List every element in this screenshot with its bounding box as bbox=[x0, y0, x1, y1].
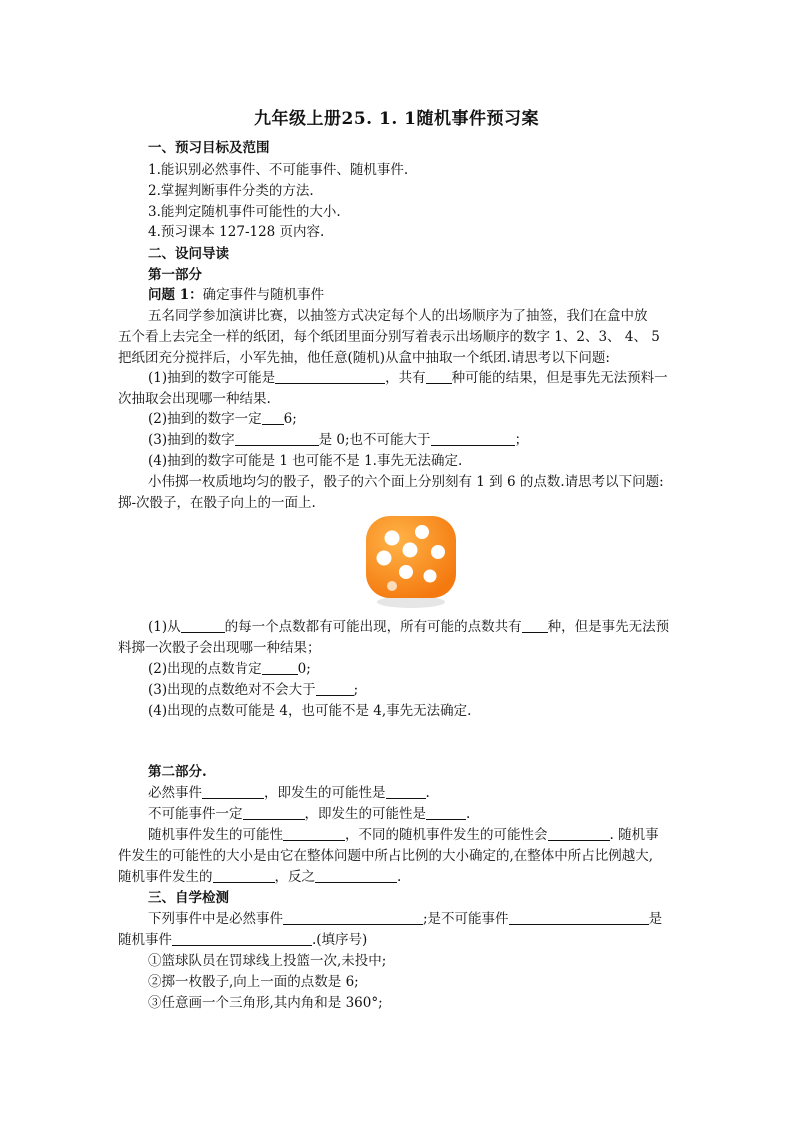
objective-2: 2.掌握判断事件分类的方法. bbox=[148, 183, 314, 199]
paragraph-line: 五个看上去完全一样的纸团，每个纸团里面分别写着表示出场顺序的数字 1、2、3、 4、 5 bbox=[118, 329, 660, 345]
sub-question-1-text: 种可能的结果，但是事先无法预料一 bbox=[451, 370, 668, 386]
dice-question-1-text: 种，但是事先无法预 bbox=[547, 619, 670, 635]
dice-question-3 bbox=[148, 680, 358, 700]
part-2-text: 随机事件发生的 bbox=[118, 869, 213, 885]
part-2-text: . 随机事 bbox=[609, 827, 659, 843]
objective-4: 4.预习课本 127-128 页内容. bbox=[148, 224, 325, 240]
part-2-text: ，即发生的可能性是 bbox=[264, 785, 386, 801]
page-title: 九年级上册25. 1. 1随机事件预习案 bbox=[254, 109, 539, 129]
part-2-text: ，反之 bbox=[274, 869, 315, 885]
section-1-heading: 一、预习目标及范围 bbox=[148, 140, 270, 156]
answer-blank[interactable] bbox=[509, 910, 649, 925]
sub-question-2-text: 6; bbox=[283, 411, 297, 427]
sub-question-4: (4)抽到的数字可能是 1 也可能不是 1.事先无法确定. bbox=[148, 453, 463, 469]
answer-blank[interactable] bbox=[262, 410, 284, 425]
paragraph-line: 五名同学参加演讲比赛，以抽签方式决定每个人的出场顺序为了抽签，我们在盒中放 bbox=[148, 308, 648, 324]
answer-blank[interactable] bbox=[283, 826, 345, 841]
answer-blank[interactable] bbox=[202, 784, 264, 799]
answer-blank[interactable] bbox=[275, 369, 385, 384]
sub-question-3 bbox=[148, 430, 528, 450]
self-test-question-cont bbox=[118, 930, 367, 950]
question-1-title bbox=[148, 285, 324, 305]
dice-question-2-text: 0; bbox=[297, 661, 311, 677]
self-test-question bbox=[148, 909, 662, 929]
part-2-text: 随机事件发生的可能性 bbox=[148, 827, 283, 843]
answer-blank[interactable] bbox=[243, 805, 305, 820]
answer-blank[interactable] bbox=[235, 431, 319, 446]
self-test-text: 随机事件 bbox=[118, 932, 172, 948]
sub-question-1-text: (1)抽到的数字可能是 bbox=[148, 370, 276, 386]
sub-question-1-cont: 次抽取会出现哪一种结果. bbox=[118, 391, 271, 407]
dice-question-1 bbox=[148, 617, 669, 637]
sub-question-2 bbox=[148, 409, 297, 429]
sub-question-2-text: (2)抽到的数字一定 bbox=[148, 411, 262, 427]
part-2-text: . bbox=[397, 869, 402, 885]
self-test-item-2: ②掷一枚骰子,向上一面的点数是 6; bbox=[148, 974, 359, 990]
answer-blank[interactable] bbox=[262, 660, 298, 675]
part-2-text: ，不同的随机事件发生的可能性会 bbox=[345, 827, 548, 843]
sub-question-1 bbox=[148, 368, 668, 388]
dice-question-2-text: (2)出现的点数肯定 bbox=[148, 661, 262, 677]
part-2-heading: 第二部分. bbox=[148, 764, 207, 780]
sub-question-1-text: ，共有 bbox=[385, 370, 426, 386]
sub-question-3-text: 是 0;也不可能大于 bbox=[318, 432, 431, 448]
part-1-heading: 第一部分 bbox=[148, 267, 202, 283]
part-2-line-5 bbox=[118, 867, 401, 887]
section-2-heading: 二、设问导读 bbox=[148, 246, 229, 262]
dice-question-2 bbox=[148, 659, 311, 679]
answer-blank[interactable] bbox=[315, 868, 397, 883]
part-2-line-4: 件发生的可能性的大小是由它在整体问题中所占比例的大小确定的,在整体中所占比例越大, bbox=[118, 848, 654, 864]
part-2-text: . bbox=[466, 806, 471, 822]
self-test-item-3: ③任意画一个三角形,其内角和是 360°; bbox=[148, 995, 383, 1011]
section-3-heading: 三、自学检测 bbox=[148, 890, 229, 906]
answer-blank[interactable] bbox=[522, 618, 548, 633]
part-2-text: . bbox=[425, 785, 430, 801]
sub-question-3-text: (3)抽到的数字 bbox=[148, 432, 235, 448]
self-test-text: 下列事件中是必然事件 bbox=[148, 911, 283, 927]
self-test-item-1: ①篮球队员在罚球线上投篮一次,未投中; bbox=[148, 953, 387, 969]
sub-question-3-text: ； bbox=[514, 432, 529, 448]
part-2-line-1 bbox=[148, 783, 430, 803]
self-test-text: .(填序号) bbox=[312, 932, 368, 948]
answer-blank[interactable] bbox=[426, 369, 452, 384]
self-test-text: 是 bbox=[648, 911, 663, 927]
part-2-text: 不可能事件一定 bbox=[148, 806, 243, 822]
answer-blank[interactable] bbox=[213, 868, 275, 883]
dice-paragraph-line: 掷-次骰子，在骰子向上的一面上. bbox=[118, 495, 316, 511]
dice-question-3-text: (3)出现的点数绝对不会大于 bbox=[148, 682, 316, 698]
dice-question-3-text: ; bbox=[353, 682, 359, 698]
dice-question-1-cont: 料掷一次骰子会出现哪一种结果； bbox=[118, 640, 321, 656]
objective-3: 3.能判定随机事件可能性的大小. bbox=[148, 204, 341, 220]
question-1-label: 问题 1： bbox=[148, 287, 203, 303]
dice-question-1-text: (1)从 bbox=[148, 619, 181, 635]
paragraph-line: 把纸团充分搅拌后，小军先抽，他任意(随机)从盒中抽取一个纸团.请思考以下问题: bbox=[118, 350, 610, 366]
part-2-text: 必然事件 bbox=[148, 785, 202, 801]
dice-paragraph-line: 小伟掷一枚质地均匀的骰子，骰子的六个面上分别刻有 1 到 6 的点数.请思考以下问题: bbox=[148, 474, 664, 490]
self-test-text: ;是不可能事件 bbox=[423, 911, 509, 927]
dice-image bbox=[362, 512, 460, 610]
answer-blank[interactable] bbox=[172, 931, 312, 946]
question-1-topic: 确定事件与随机事件 bbox=[202, 287, 325, 303]
answer-blank[interactable] bbox=[386, 784, 426, 799]
part-2-text: ，即发生的可能性是 bbox=[304, 806, 426, 822]
part-2-line-2 bbox=[148, 804, 470, 824]
objective-1: 1.能识别必然事件、不可能事件、随机事件. bbox=[148, 162, 409, 178]
answer-blank[interactable] bbox=[316, 681, 354, 696]
dice-question-1-text: 的每一个点数都有可能出现，所有可能的点数共有 bbox=[224, 619, 522, 635]
answer-blank[interactable] bbox=[426, 805, 466, 820]
answer-blank[interactable] bbox=[548, 826, 610, 841]
dice-question-4: (4)出现的点数可能是 4，也可能不是 4,事先无法确定. bbox=[148, 703, 472, 719]
answer-blank[interactable] bbox=[431, 431, 515, 446]
answer-blank[interactable] bbox=[181, 618, 225, 633]
answer-blank[interactable] bbox=[283, 910, 423, 925]
part-2-line-3 bbox=[148, 825, 659, 845]
